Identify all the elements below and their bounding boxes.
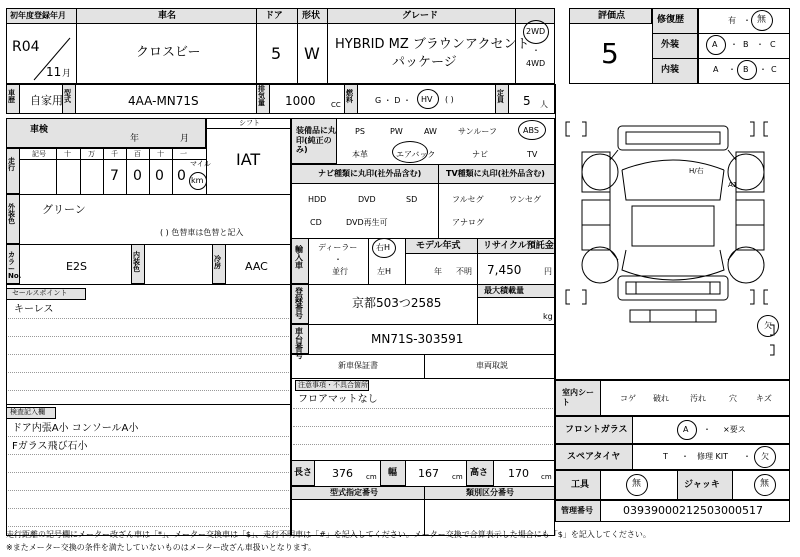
sales-point-value: キーレス	[14, 304, 54, 315]
use-value: 自家用	[30, 94, 63, 107]
footer-note-2: ※またメーター交換の条件を満たしていないものはメーター改ざん車扱いとなります。	[6, 543, 317, 552]
score-label: 評価点	[598, 11, 626, 21]
equip-leather: 本革	[352, 150, 368, 159]
front-glass-x: ×要ス	[723, 425, 746, 434]
mileage-header-2: 万	[88, 150, 95, 158]
mileage-header-3: 千	[111, 150, 118, 158]
inspector-note-2: Fガラス飛び石小	[12, 441, 88, 452]
type-no-label: 型式指定番号	[330, 488, 378, 497]
repair-label: 修復歴	[657, 15, 685, 25]
fuel-selected: HV	[421, 95, 433, 104]
ac-value: AAC	[245, 260, 268, 273]
navi-hdd: HDD	[308, 195, 327, 204]
shaken-month-label: 月	[180, 134, 190, 144]
steer-left: 左H	[377, 267, 392, 276]
equip-abs: ABS	[523, 126, 539, 135]
tools-value: 無	[632, 479, 642, 489]
drive-4wd: 4WD	[526, 59, 546, 68]
tv-fullseg: フルセグ	[452, 195, 484, 204]
mileage-header-0: 記号	[32, 150, 46, 158]
doors-value: 5	[271, 44, 282, 63]
repair-yes: 有	[728, 16, 736, 25]
length-unit: cm	[366, 473, 377, 481]
car-damage-diagram	[560, 100, 788, 370]
repair-sep: ・	[743, 16, 751, 25]
grade-line1: HYBRID MZ ブラウンアクセント	[335, 37, 530, 52]
interior-sep-1: ・	[728, 65, 736, 74]
navi-dvd: DVD	[358, 195, 376, 204]
first-reg-month: 11	[46, 65, 62, 79]
color-label: 外装色	[8, 203, 15, 225]
model-year-label: モデル年式	[416, 241, 461, 251]
notes-label: 注意事項・不具合箇所	[298, 381, 368, 389]
equip-navi: ナビ	[472, 150, 488, 159]
recycle-value: 7,450	[487, 263, 522, 277]
mileage-digit-3: 0	[133, 168, 142, 184]
import-dealer: ディーラー	[318, 243, 358, 252]
inspector-note-1: ドア内張A小 コンソールA小	[12, 423, 139, 434]
spare-tire-sep-2: ・	[743, 452, 751, 461]
mileage-digit-2: 7	[110, 168, 119, 184]
spare-tire-kit: 修理 KIT	[697, 452, 729, 461]
displacement-label: 排気量	[258, 85, 265, 107]
exterior-a: A	[712, 40, 718, 49]
fuel-paren: ( )	[445, 95, 454, 104]
displacement-value: 1000	[285, 94, 316, 108]
exterior-sep-2: ・	[756, 40, 764, 49]
manual-label: 車両取説	[476, 361, 508, 370]
interior-sep-2: ・	[759, 65, 767, 74]
damage-mark-ketsu: 欠	[764, 321, 772, 330]
sales-point-label: セールスポイント	[12, 289, 68, 297]
damage-mark-a1: A1	[728, 181, 738, 189]
management-label: 管理番号	[561, 506, 593, 515]
warranty-label: 新車保証書	[338, 361, 378, 370]
interior-b: B	[743, 65, 749, 74]
max-load-label: 最大積載量	[484, 286, 524, 295]
capacity-label: 定員	[497, 89, 504, 104]
car-name-value: クロスビー	[136, 45, 201, 60]
repair-no: 無	[757, 15, 767, 25]
interior-sheet-koge: コゲ	[620, 394, 636, 403]
mileage-digit-5: 0	[177, 168, 186, 184]
grade-line2: パッケージ	[392, 55, 457, 70]
color-note: ( ) 色替車は色替と記入	[160, 228, 244, 237]
row2-frame	[6, 84, 555, 114]
management-value: 03939000212503000517	[623, 504, 763, 517]
spare-tire-t: T	[663, 452, 668, 461]
width-value: 167	[418, 467, 439, 480]
front-glass-label: フロントガラス	[565, 425, 628, 435]
interior-color-label: 内装色	[133, 251, 140, 273]
tv-analog: アナログ	[452, 218, 484, 227]
interior-sheet-ana: 穴	[729, 394, 737, 403]
front-glass-sep: ・	[703, 425, 711, 434]
spare-tire-sep: ・	[681, 452, 689, 461]
chassis-value: MN71S-303591	[371, 332, 464, 346]
mileage-header-6: 一	[180, 150, 187, 158]
drive-sep: ・	[532, 46, 540, 55]
length-value: 376	[332, 467, 353, 480]
color-value: グリーン	[42, 203, 86, 216]
equip-airbag: エアバック	[396, 150, 436, 159]
model-label: 型式	[64, 89, 71, 104]
shift-label: シフト	[239, 119, 260, 127]
model-value: 4AA-MN71S	[128, 94, 199, 108]
use-label: 車歴	[8, 89, 15, 104]
recycle-label: リサイクル預託金	[483, 241, 554, 251]
grade-label: グレード	[402, 11, 439, 21]
fuel-options: G ・ D ・	[375, 96, 411, 105]
footer-note-1: 走行距離の記号欄にメーター改ざん車は「*」、メーター交換車は「$」、走行不明車は「#」を記入してください。メーター交換で合算表示した場合にも「$」を記入してください。	[6, 530, 651, 539]
width-unit: cm	[452, 473, 463, 481]
exterior-c: C	[770, 40, 776, 49]
interior-sheet-yabure: 破れ	[653, 394, 669, 403]
capacity-unit: 人	[540, 100, 548, 109]
shaken-label: 車検	[30, 125, 49, 135]
import-label: 輸入車	[295, 245, 303, 270]
tools-label: 工具	[571, 480, 590, 490]
inspector-label: 検査記入欄	[10, 408, 45, 416]
chassis-label: 車台番号	[295, 327, 303, 360]
color-no-label: カラーNo.	[8, 251, 22, 280]
car-name-label: 車名	[158, 11, 177, 21]
equip-tv: TV	[527, 150, 538, 159]
reg-label: 登録番号	[295, 287, 303, 320]
first-reg-label: 初年度登録年月	[10, 11, 66, 20]
drive-2wd: 2WD	[526, 27, 546, 36]
first-reg-month-unit: 月	[62, 69, 72, 79]
mileage-unit-mile: マイル	[190, 160, 211, 168]
class-no-label: 類別区分番号	[466, 488, 514, 497]
navi-sd: SD	[406, 195, 418, 204]
height-value: 170	[508, 467, 529, 480]
model-year-unknown: 不明	[456, 267, 472, 276]
ac-label: 冷房	[214, 255, 221, 270]
capacity-value: 5	[523, 94, 531, 108]
reg-value: 京都503つ2585	[352, 296, 442, 310]
exterior-b: B	[743, 40, 749, 49]
equip-pw: PW	[390, 127, 403, 136]
interior-sheet-label: 室内シート	[562, 388, 594, 408]
interior-a: A	[713, 65, 719, 74]
length-label: 長さ	[294, 468, 313, 478]
interior-sheet-yogore: 汚れ	[690, 394, 706, 403]
navi-label: ナビ種類に丸印(社外品含む)	[318, 169, 422, 178]
mileage-label: 走行	[8, 157, 15, 172]
jack-label: ジャッキ	[684, 480, 720, 490]
interior-label: 内装	[661, 65, 680, 75]
mileage-header-1: 十	[64, 150, 71, 158]
door-label: ドア	[265, 11, 283, 21]
interior-sheet-kizu: キズ	[756, 394, 772, 403]
height-unit: cm	[541, 473, 552, 481]
mileage-unit-km: km	[191, 176, 204, 185]
steer-right: 右H	[376, 243, 391, 252]
height-label: 高さ	[470, 468, 489, 478]
equipment-label: 装備品に丸印(純正のみ)	[296, 126, 336, 155]
shape-label: 形状	[302, 11, 321, 21]
equip-aw: AW	[424, 127, 437, 136]
spare-tire-label: スペアタイヤ	[567, 452, 621, 462]
shaken-year-label: 年	[130, 134, 140, 144]
notes-value: フロアマットなし	[298, 394, 378, 405]
mileage-header-5: 十	[157, 150, 164, 158]
damage-mark-right: H/右	[689, 167, 704, 175]
front-glass-a: A	[683, 425, 689, 434]
score-value: 5	[601, 37, 619, 70]
interior-c: C	[771, 65, 777, 74]
spare-tire-missing: 欠	[761, 452, 769, 461]
color-no-value: E2S	[66, 260, 87, 273]
tv-oneseg: ワンセグ	[509, 195, 541, 204]
mileage-digit-4: 0	[155, 168, 164, 184]
navi-cd: CD	[310, 218, 322, 227]
exterior-sep-1: ・	[730, 40, 738, 49]
shift-value: IAT	[236, 150, 261, 169]
width-label: 幅	[388, 468, 398, 478]
recycle-unit: 円	[544, 267, 552, 276]
mileage-header-4: 百	[134, 150, 141, 158]
exterior-label: 外装	[661, 40, 680, 50]
equip-ps: PS	[355, 127, 365, 136]
first-reg-era: R04	[12, 39, 40, 55]
tv-label: TV種類に丸印(社外品含む)	[446, 169, 545, 178]
equip-sunroof: サンルーフ	[458, 127, 497, 136]
import-dot: ・	[334, 255, 342, 264]
max-load-unit: kg	[543, 312, 553, 321]
jack-value: 無	[760, 479, 770, 489]
shape-value: W	[304, 44, 320, 63]
model-year-year: 年	[434, 267, 442, 276]
import-parallel: 並行	[332, 267, 348, 276]
navi-dvd-play: DVD再生可	[346, 218, 388, 227]
displacement-unit: CC	[331, 101, 341, 109]
fuel-label: 燃料	[346, 89, 353, 104]
